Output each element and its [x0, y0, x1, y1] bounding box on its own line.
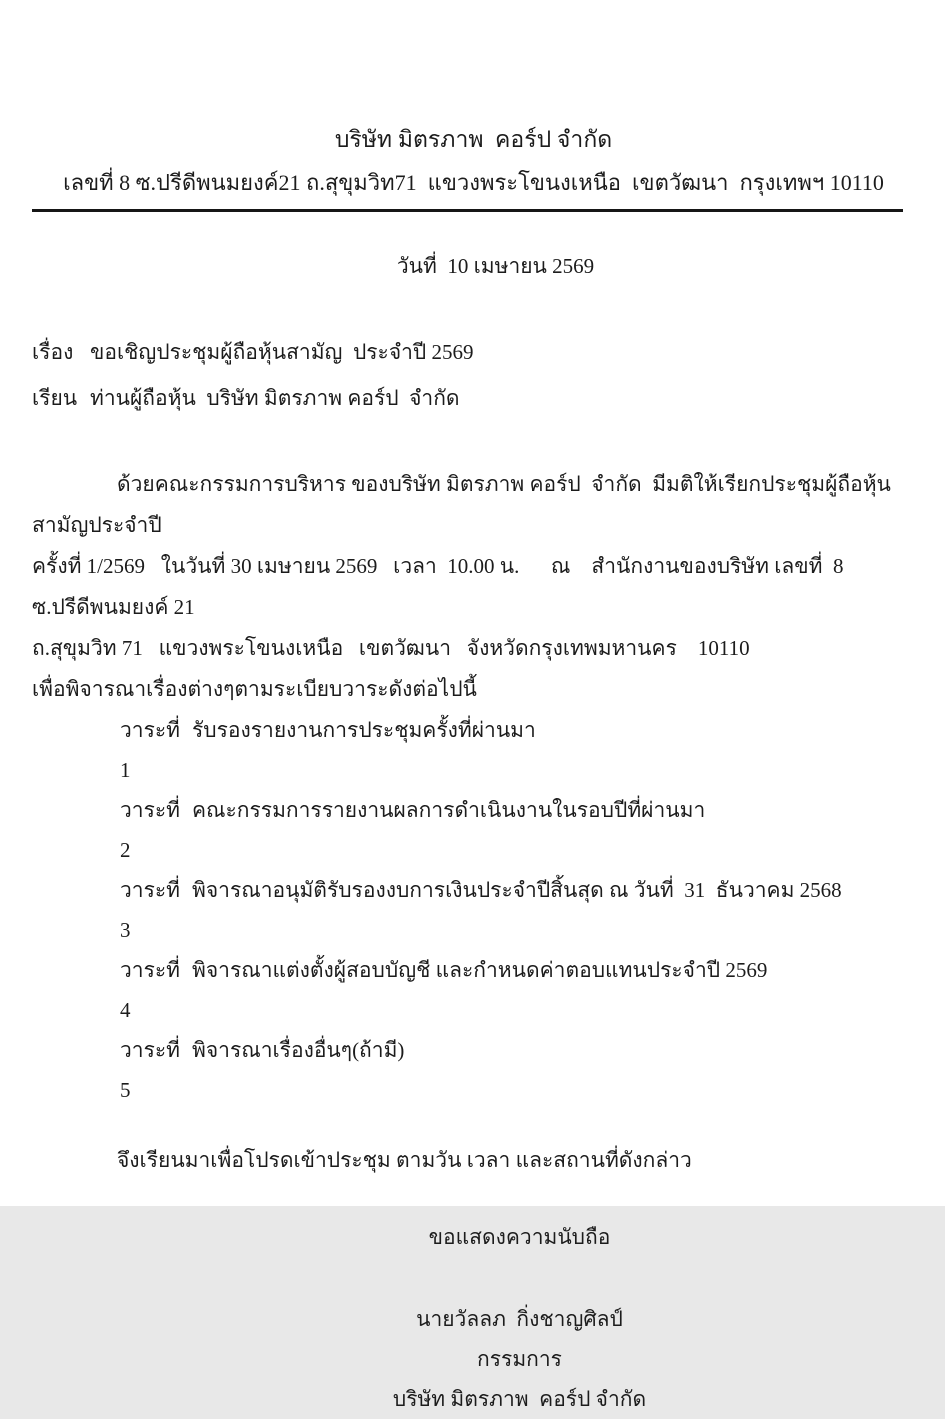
recipient-text: ท่านผู้ถือหุ้น บริษัท มิตรภาพ คอร์ป จำกัด — [90, 386, 460, 410]
agenda-item-5 — [32, 1030, 915, 1110]
subject-text: ขอเชิญประชุมผู้ถือหุ้นสามัญ ประจำปี 2569 — [90, 340, 474, 364]
agenda-item-text: รับรองรายงานการประชุมครั้งที่ผ่านมา — [192, 718, 536, 742]
agenda-item-text: พิจารณาอนุมัติรับรองงบการเงินประจำปีสิ้นสุด ณ วันที่ 31 ธันวาคม 2568 — [192, 878, 842, 902]
agenda-item-text: พิจารณาเรื่องอื่นๆ(ถ้ามี) — [192, 1038, 405, 1062]
closing-line: จึงเรียนมาเพื่อโปรดเข้าประชุม ตามวัน เวลา และสถานที่ดังกล่าว — [117, 1148, 692, 1172]
subject-label: เรื่อง — [32, 340, 74, 364]
body-line: ด้วยคณะกรรมการบริหาร ของบริษัท มิตรภาพ คอร์ป จำกัด มีมติให้เรียกประชุมผู้ถือหุ้นสามัญประจำปี — [32, 472, 891, 537]
signoff-salutation: ขอแสดงความนับถือ — [428, 1225, 611, 1249]
agenda-list — [32, 710, 915, 1110]
signatory-company: บริษัท มิตรภาพ คอร์ป จำกัด — [392, 1387, 647, 1411]
agenda-item-3 — [32, 870, 915, 950]
body-line: เพื่อพิจารณาเรื่องต่างๆตามระเบียบวาระดังต่อไปนี้ — [32, 677, 477, 701]
agenda-item-label: วาระที่ 4 — [120, 958, 186, 1022]
signoff-block — [32, 1217, 915, 1419]
letter-head — [32, 122, 915, 212]
agenda-item-4 — [32, 950, 915, 1030]
body-line: ถ.สุขุมวิท 71 แขวงพระโขนงเหนือ เขตวัฒนา จังหวัดกรุงเทพมหานคร 10110 — [32, 636, 750, 660]
agenda-item-label: วาระที่ 5 — [120, 1038, 186, 1102]
body-line: ครั้งที่ 1/2569 ในวันที่ 30 เมษายน 2569 เวลา 10.00 น. ณ สำนักงานของบริษัท เลขที่ 8 ซ.ปรีดีพนมยงค์ 21 — [32, 554, 860, 619]
letter-date: วันที่ 10 เมษายน 2569 — [396, 254, 595, 278]
agenda-item-label: วาระที่ 1 — [120, 718, 186, 782]
agenda-item-label: วาระที่ 3 — [120, 878, 186, 942]
subject-row — [32, 332, 915, 372]
recipient-label: เรียน — [32, 386, 78, 410]
signatory-name: นายวัลลภ กิ่งชาญศิลป์ — [416, 1307, 623, 1331]
body-paragraph — [32, 464, 915, 710]
agenda-item-1 — [32, 710, 915, 790]
company-address: เลขที่ 8 ซ.ปรีดีพนมยงค์21 ถ.สุขุมวิท71 แขวงพระโขนงเหนือ เขตวัฒนา กรุงเทพฯ 10110 — [63, 170, 884, 195]
recipient-row — [32, 378, 915, 418]
agenda-item-label: วาระที่ 2 — [120, 798, 186, 862]
header-divider — [32, 209, 903, 212]
agenda-item-2 — [32, 790, 915, 870]
agenda-item-text: คณะกรรมการรายงานผลการดำเนินงานในรอบปีที่ผ่านมา — [192, 798, 706, 822]
agenda-item-text: พิจารณาแต่งตั้งผู้สอบบัญชี และกำหนดค่าตอบแทนประจำปี 2569 — [192, 958, 768, 982]
company-name: บริษัท มิตรภาพ คอร์ป จำกัด — [334, 127, 613, 152]
signatory-title: กรรมการ — [477, 1347, 562, 1371]
